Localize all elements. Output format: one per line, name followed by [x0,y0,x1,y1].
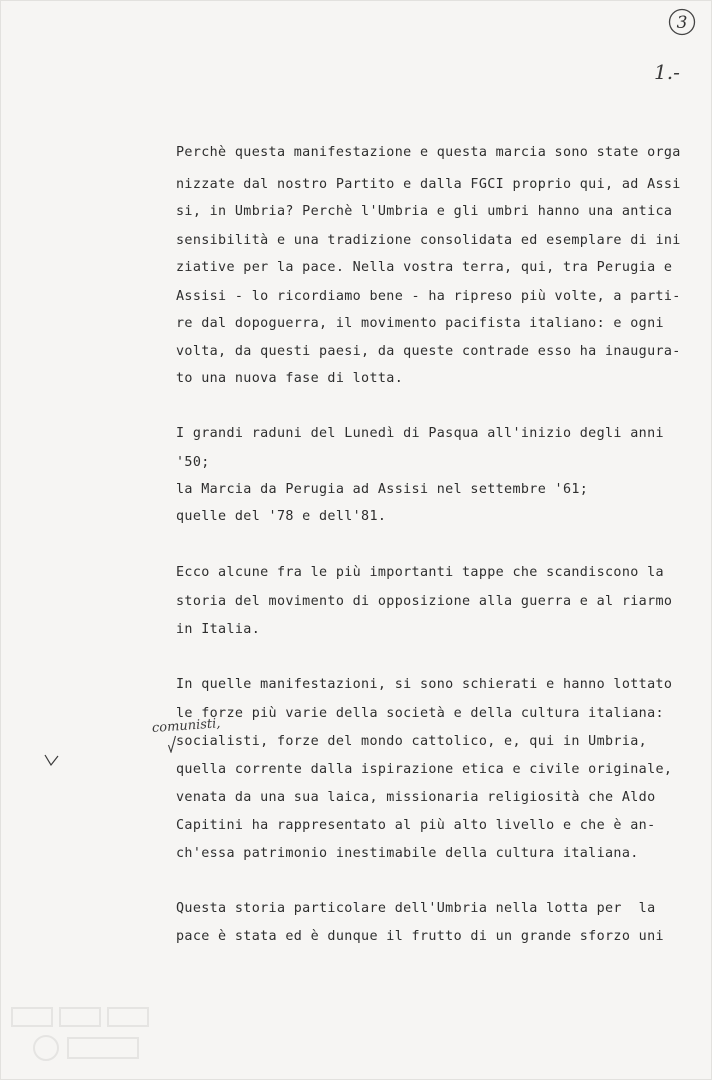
text-line: Ecco alcune fra le più importanti tappe che scandiscono la [176,565,664,580]
text-line: ch'essa patrimonio inestimabile della cultura italiana. [176,846,639,861]
text-line: la Marcia da Perugia ad Assisi nel settembre '61; [176,482,589,497]
text-line: I grandi raduni del Lunedì di Pasqua all'inizio degli anni [176,426,664,441]
text-line: ziative per la pace. Nella vostra terra, qui, tra Perugia e [176,260,673,275]
text-line: nizzate dal nostro Partito e dalla FGCI proprio qui, ad Assi [176,177,681,192]
stamp-number-text: 3 [676,13,688,33]
text-line: quelle del '78 e dell'81. [176,509,387,524]
text-line: Questa storia particolare dell'Umbria nella lotta per la [176,901,656,916]
archive-watermark-logo [6,1000,156,1070]
handwritten-insertion: comunisti, [151,716,221,736]
text-line: Assisi - lo ricordiamo bene - ha ripreso più volte, a parti- [176,289,681,304]
text-line: venata da una sua laica, missionaria religiosità che Aldo [176,790,656,805]
text-line: pace è stata ed è dunque il frutto di un grande sforzo uni [176,929,664,944]
text-line: volta, da questi paesi, da queste contrade esso ha inaugura- [176,344,681,359]
text-line: si, in Umbria? Perchè l'Umbria e gli umbri hanno una antica [176,204,673,219]
text-line: In quelle manifestazioni, si sono schierati e hanno lottato [176,677,673,692]
text-line: re dal dopoguerra, il movimento pacifista italiano: e ogni [176,316,664,331]
text-line: sensibilità e una tradizione consolidata ed esemplare di ini [176,233,681,248]
text-line: Capitini ha rappresentato al più alto livello e che è an- [176,818,656,833]
text-line: socialisti, forze del mondo cattolico, e, qui in Umbria, [176,734,648,749]
margin-check-icon [44,752,60,768]
text-line: le forze più varie della società e della cultura italiana: [176,706,664,721]
text-line: Perchè questa manifestazione e questa marcia sono state orga [176,145,681,160]
page-number: 1.- [654,60,680,84]
text-line: quella corrente dalla ispirazione etica e civile originale, [176,762,673,777]
text-line: to una nuova fase di lotta. [176,371,404,386]
insertion-caret-icon [168,735,176,753]
circled-stamp-number [667,7,697,37]
text-line: storia del movimento di opposizione alla guerra e al riarmo [176,594,673,609]
text-line: in Italia. [176,622,261,637]
text-line: '50; [176,455,210,470]
